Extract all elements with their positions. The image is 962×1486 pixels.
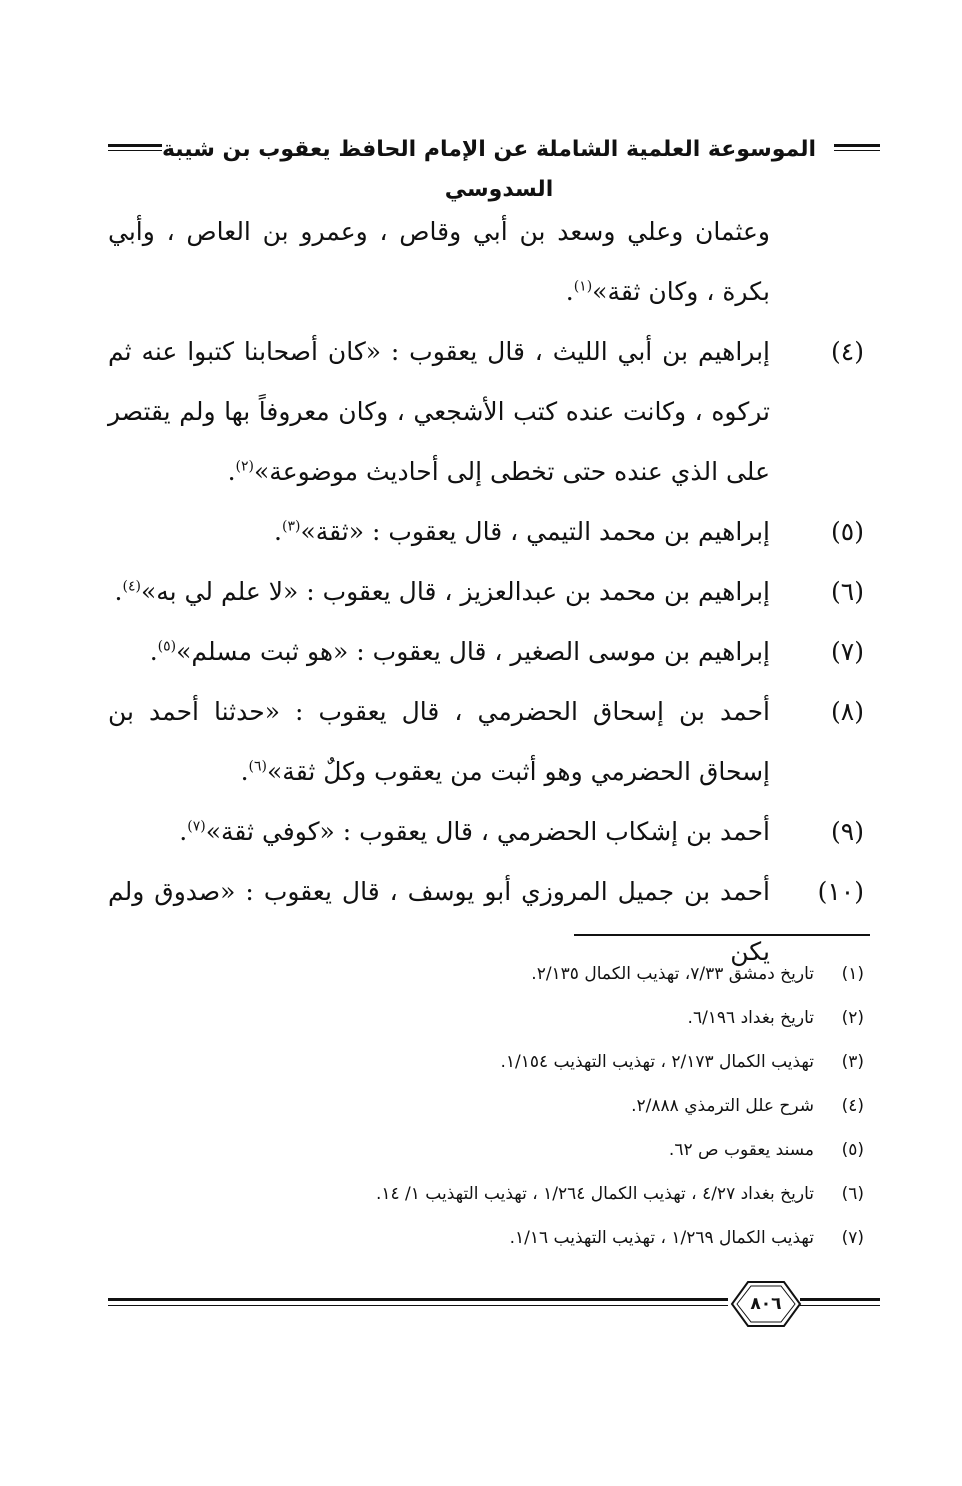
entry-number: (٩) [831, 817, 864, 846]
footnote-number: (٢) [841, 1008, 864, 1028]
entry-text-wrap: إبراهيم بن محمد التيمي ، قال يعقوب : «ثقة»$^{(٣)}$. [274, 517, 770, 546]
footnote-number: (٤) [841, 1096, 864, 1116]
entry-text: أحمد بن إشكاب الحضرمي ، قال يعقوب : «كوفي ثقة» [205, 817, 770, 846]
footnote [108, 1128, 864, 1172]
entry-text-wrap: أحمد بن إشكاب الحضرمي ، قال يعقوب : «كوفي ثقة»$^{(٧)}$. [179, 817, 770, 846]
footnote-ref: (٣) [281, 518, 301, 535]
footnote-ref: (٧) [187, 818, 206, 835]
entry-text-wrap: إبراهيم بن محمد بن عبدالعزيز ، قال يعقوب : «لا علم لي به»$^{(٤)}$. [114, 577, 770, 606]
footnote-number: (٧) [841, 1228, 864, 1248]
header-title-wrap [108, 130, 880, 210]
entry-5 [108, 502, 864, 562]
entry-text-wrap: إبراهيم بن موسى الصغير ، قال يعقوب : «هو ثبت مسلم»$^{(٥)}$. [149, 637, 770, 666]
footnote-ref: (٢) [235, 458, 254, 475]
footnote-number: (٣) [841, 1052, 864, 1072]
page-number-badge [730, 1278, 802, 1330]
footer-rule-right [800, 1298, 880, 1306]
entry-number: (١٠) [817, 877, 864, 906]
footnote-number: (٥) [841, 1140, 864, 1160]
continuation-paragraph: وعثمان وعلي وسعد بن أبي وقاص ، وعمرو بن العاص ، وأبي بكرة ، وكان ثقة»$^{(١)}$. [108, 217, 770, 306]
continuation-text: وعثمان وعلي وسعد بن أبي وقاص ، وعمرو بن العاص ، وأبي بكرة ، وكان ثقة» [108, 217, 770, 306]
footnote-text: تهذيب الكمال ٢/١٧٣ ، تهذيب التهذيب ١/١٥٤. [500, 1052, 814, 1072]
header-title: الموسوعة العلمية الشاملة عن الإمام الحافظ يعقوب بن شيبة السدوسي [162, 137, 826, 202]
entry-4 [108, 322, 864, 502]
main-text [108, 202, 864, 982]
footnote [108, 996, 864, 1040]
footnote-text: شرح علل الترمذي ٢/٨٨٨. [631, 1096, 814, 1116]
footnote [108, 1084, 864, 1128]
entry-text-wrap: أحمد بن إسحاق الحضرمي ، قال يعقوب : «حدثنا أحمد بن إسحاق الحضرمي وهو أثبت من يعقوب وكلٌ ثقة»$^{(٦)}$. [108, 697, 770, 786]
entry-text: إبراهيم بن محمد التيمي ، قال يعقوب : «ثقة» [300, 517, 770, 546]
footnote-ref: (٦) [248, 758, 267, 775]
footnote-ref: (٥) [157, 638, 177, 655]
footer-rule-left [108, 1298, 728, 1306]
entry-9 [108, 802, 864, 862]
entry-number: (٤) [831, 337, 864, 366]
entry-number: (٦) [831, 577, 864, 606]
page-number: ٨٠٦ [750, 1294, 782, 1314]
page-footer [108, 1278, 880, 1334]
footnote [108, 1040, 864, 1084]
entry-text: إبراهيم بن محمد بن عبدالعزيز ، قال يعقوب : «لا علم لي به» [140, 577, 770, 606]
entry-number: (٥) [831, 517, 864, 546]
entry-number: (٨) [831, 697, 864, 726]
footnote-text: تاريخ بغداد ٦/١٩٦. [687, 1008, 814, 1028]
footnote-text: مسند يعقوب ص ٦٢. [668, 1140, 814, 1160]
footnote-number: (٦) [841, 1184, 864, 1204]
entry-text-wrap: إبراهيم بن أبي الليث ، قال يعقوب : «كان أصحابنا كتبوا عنه ثم تركوه ، وكانت عنده كتب الأشجعي ، وكان معروفاً بها ولم يقتصر على الذي عنده حتى تخطى إلى أحاديث موضوعة»$^{(٢)}$. [108, 337, 770, 486]
entry-8 [108, 682, 864, 802]
entry-text: إبراهيم بن أبي الليث ، قال يعقوب : «كان أصحابنا كتبوا عنه ثم تركوه ، وكانت عنده كتب الأشجعي ، وكان معروفاً بها ولم يقتصر على الذي عنده حتى تخطى إلى أحاديث موضوعة» [108, 337, 770, 486]
running-header [108, 130, 880, 202]
entry-text: إبراهيم بن موسى الصغير ، قال يعقوب : «هو ثبت مسلم» [176, 637, 770, 666]
footnote-text: تهذيب الكمال ١/٢٦٩ ، تهذيب التهذيب ١/١٦. [509, 1228, 814, 1248]
entry-6 [108, 562, 864, 622]
footnotes [108, 952, 864, 1260]
footnote-text: تاريخ دمشق ٧/٣٣، تهذيب الكمال ٢/١٣٥. [531, 964, 814, 984]
entry-text: أحمد بن جميل المروزي أبو يوسف ، قال يعقوب : «صدوق ولم يكن [108, 877, 770, 966]
entry-number: (٧) [831, 637, 864, 666]
footnote-separator [574, 934, 870, 936]
footnote [108, 1172, 864, 1216]
footnote [108, 952, 864, 996]
footnote-text: تاريخ بغداد ٤/٢٧ ، تهذيب الكمال ١/٢٦٤ ، تهذيب التهذيب ١/ ١٤. [375, 1184, 814, 1204]
footnote-ref: (١) [573, 278, 593, 295]
footnote [108, 1216, 864, 1260]
entry-text: أحمد بن إسحاق الحضرمي ، قال يعقوب : «حدثنا أحمد بن إسحاق الحضرمي وهو أثبت من يعقوب وكلٌ ثقة» [108, 697, 770, 786]
footnote-ref: (٤) [122, 578, 141, 595]
footnote-number: (١) [841, 964, 864, 984]
entry-7 [108, 622, 864, 682]
